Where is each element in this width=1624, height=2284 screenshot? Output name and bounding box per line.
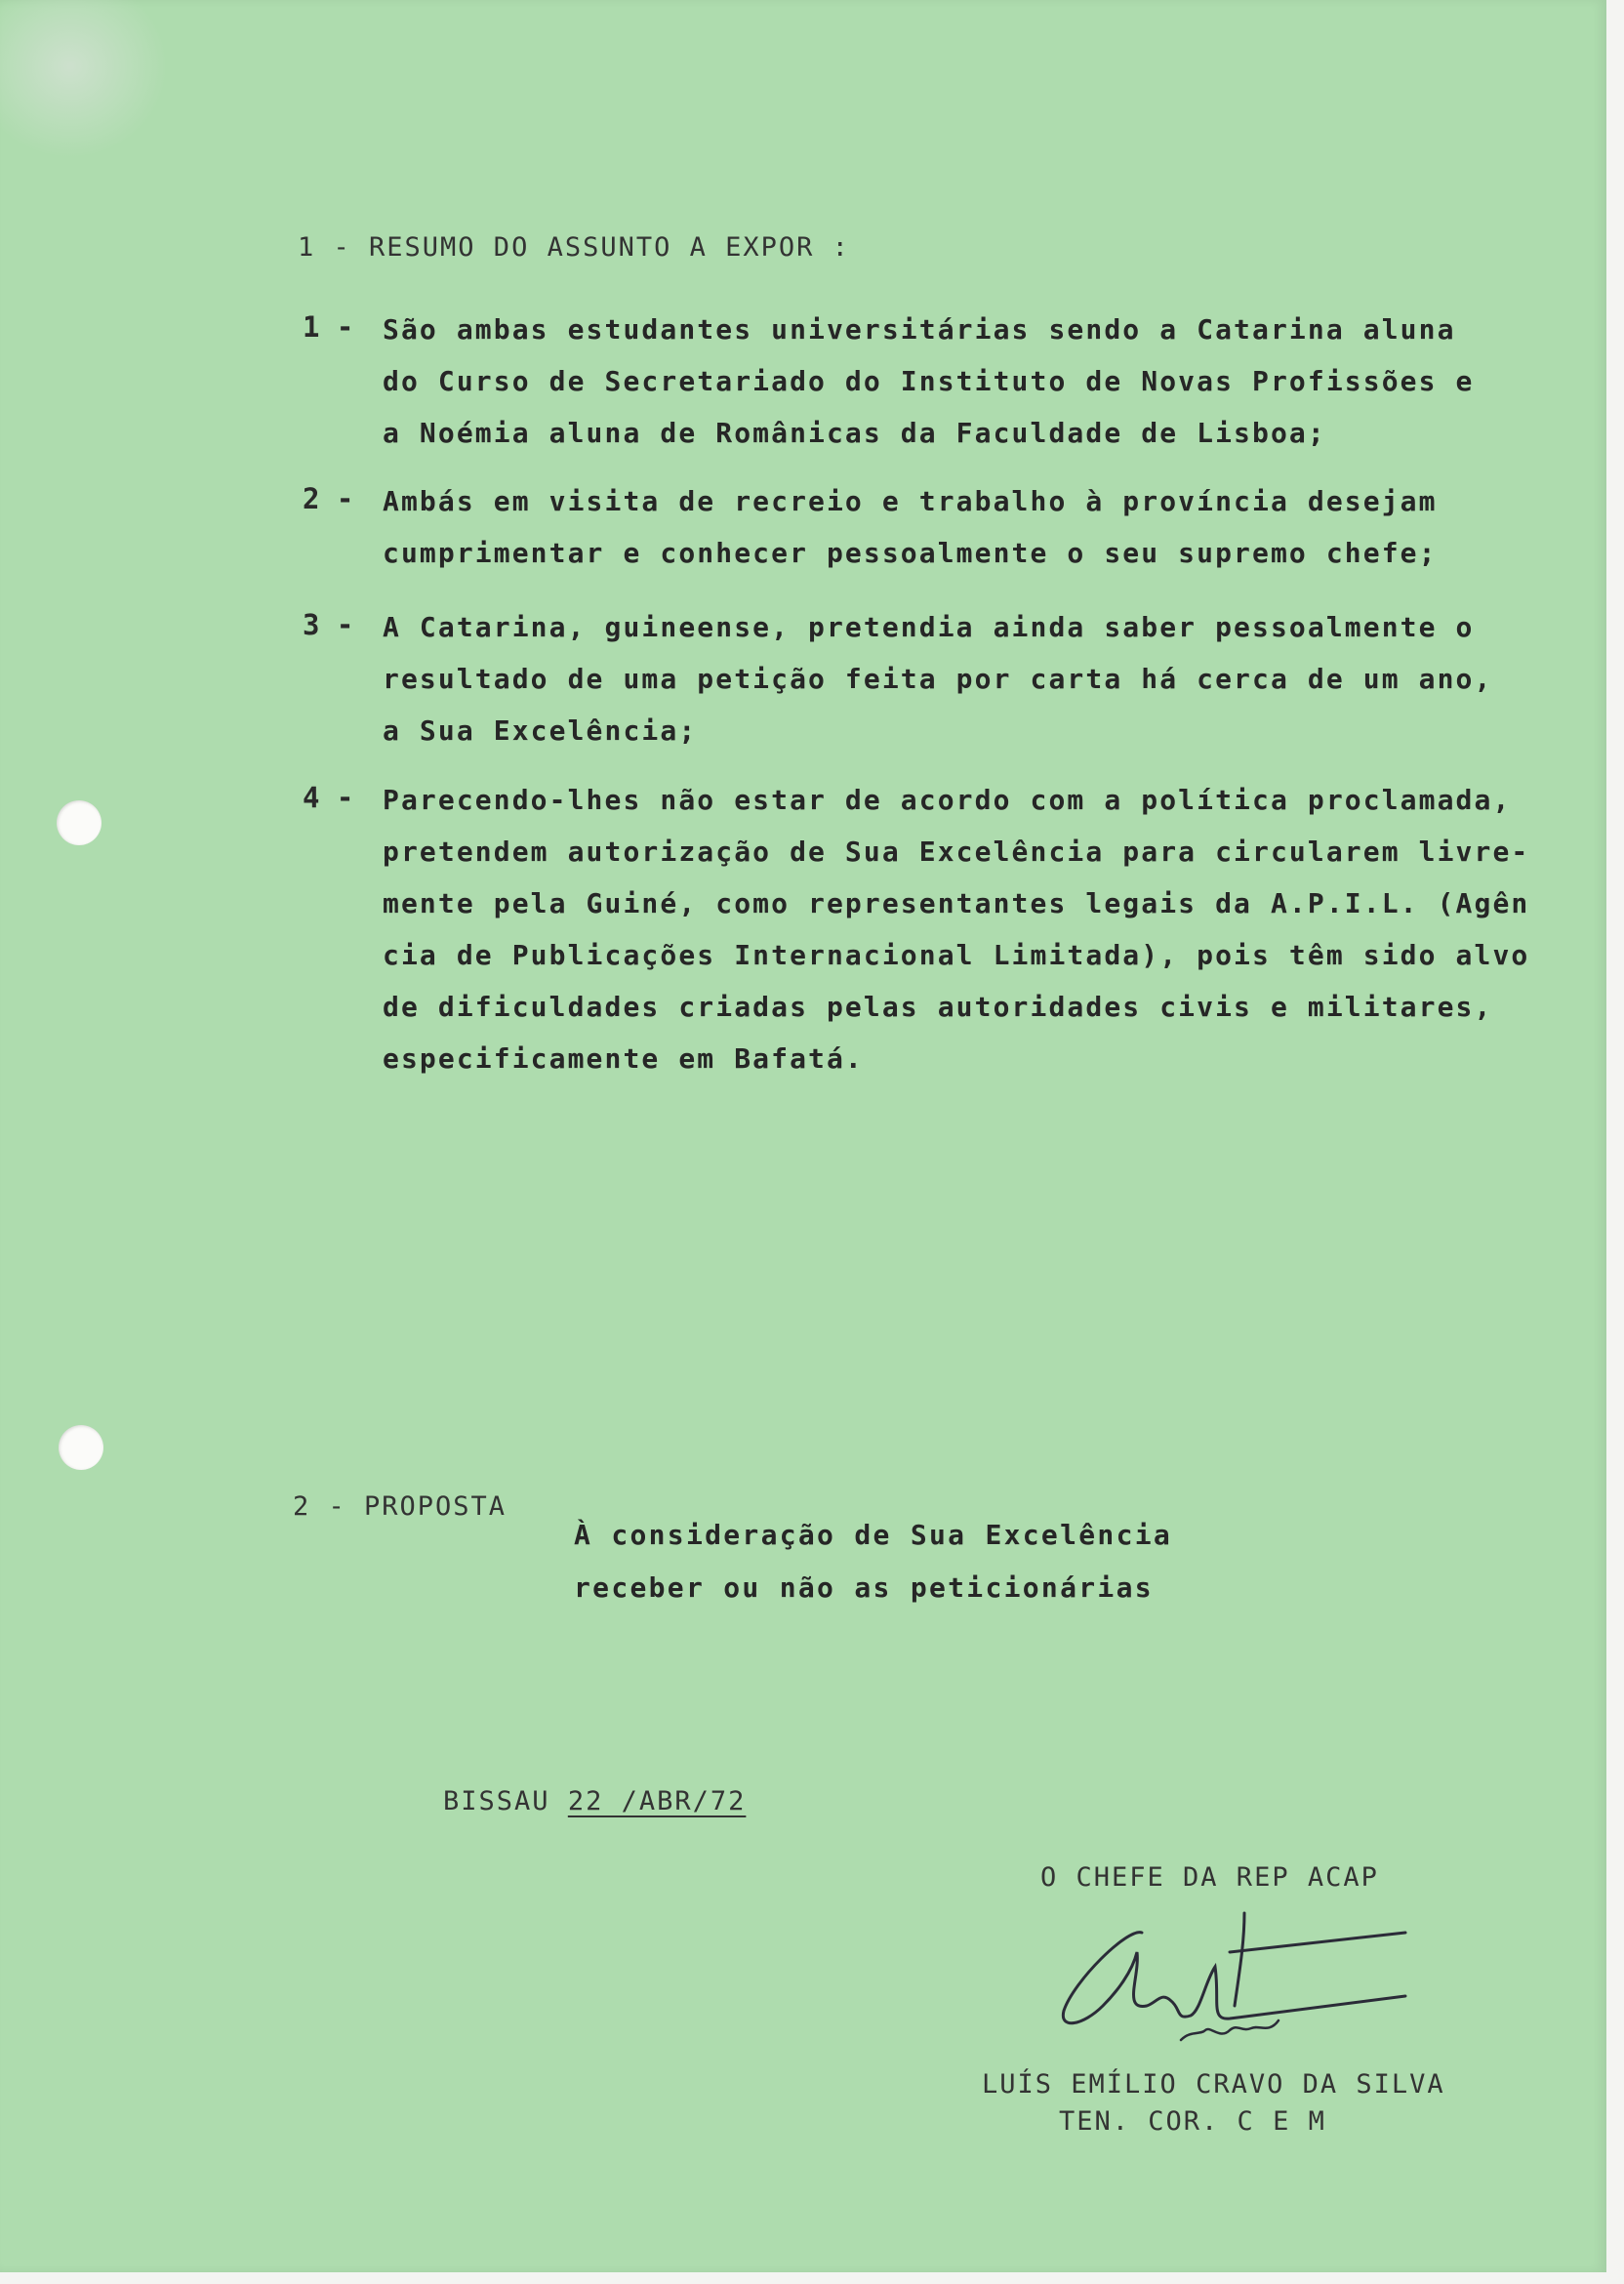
item-line: a Sua Excelência; <box>383 714 698 747</box>
item-line: mente pela Guiné, como representantes legais da A.P.I.L. (Agên <box>383 887 1530 919</box>
section-1-heading: 1 - RESUMO DO ASSUNTO A EXPOR : <box>298 232 850 263</box>
item-line: A Catarina, guineense, pretendia ainda saber pessoalmente o <box>383 611 1475 643</box>
item-number: 1 - <box>303 310 354 344</box>
item-line: a Noémia aluna de Românicas da Faculdade de Lisboa; <box>383 417 1326 449</box>
item-line: Ambás em visita de recreio e trabalho à província desejam <box>383 485 1438 517</box>
item-line: cia de Publicações Internacional Limitada), pois têm sido alvo <box>383 939 1530 971</box>
date-line <box>443 1786 746 1816</box>
item-line: Parecendo-lhes não estar de acordo com a política proclamada, <box>383 784 1512 816</box>
item-line: do Curso de Secretariado do Instituto de Novas Profissões e <box>383 365 1475 397</box>
item-line: de dificuldades criadas pelas autoridades civis e militares, <box>383 991 1493 1023</box>
torn-corner <box>0 0 176 166</box>
item-line: cumprimentar e conhecer pessoalmente o seu supremo chefe; <box>383 537 1438 569</box>
punch-hole <box>59 1425 103 1470</box>
signatory-rank: TEN. COR. C E M <box>1059 2106 1326 2137</box>
item-line: pretendem autorização de Sua Excelência para circularem livre- <box>383 836 1530 868</box>
signatory-name: LUÍS EMÍLIO CRAVO DA SILVA <box>982 2069 1445 2100</box>
item-line: especificamente em Bafatá. <box>383 1042 864 1075</box>
item-number: 2 - <box>303 482 354 515</box>
handwritten-signature <box>1035 1894 1425 2060</box>
date-value: 22 /ABR/72 <box>567 1786 747 1816</box>
punch-hole <box>57 800 102 845</box>
proposal-line: receber ou não as peticionárias <box>574 1571 1154 1604</box>
section-2-heading: 2 - PROPOSTA <box>293 1491 508 1522</box>
signatory-title: O CHEFE DA REP ACAP <box>1040 1862 1379 1893</box>
item-number: 3 - <box>303 608 354 641</box>
item-number: 4 - <box>303 781 354 814</box>
proposal-line: À consideração de Sua Excelência <box>574 1519 1173 1551</box>
item-line: São ambas estudantes universitárias sendo a Catarina aluna <box>383 313 1456 346</box>
item-line: resultado de uma petição feita por carta há cerca de um ano, <box>383 663 1493 695</box>
date-place: BISSAU <box>443 1786 550 1816</box>
